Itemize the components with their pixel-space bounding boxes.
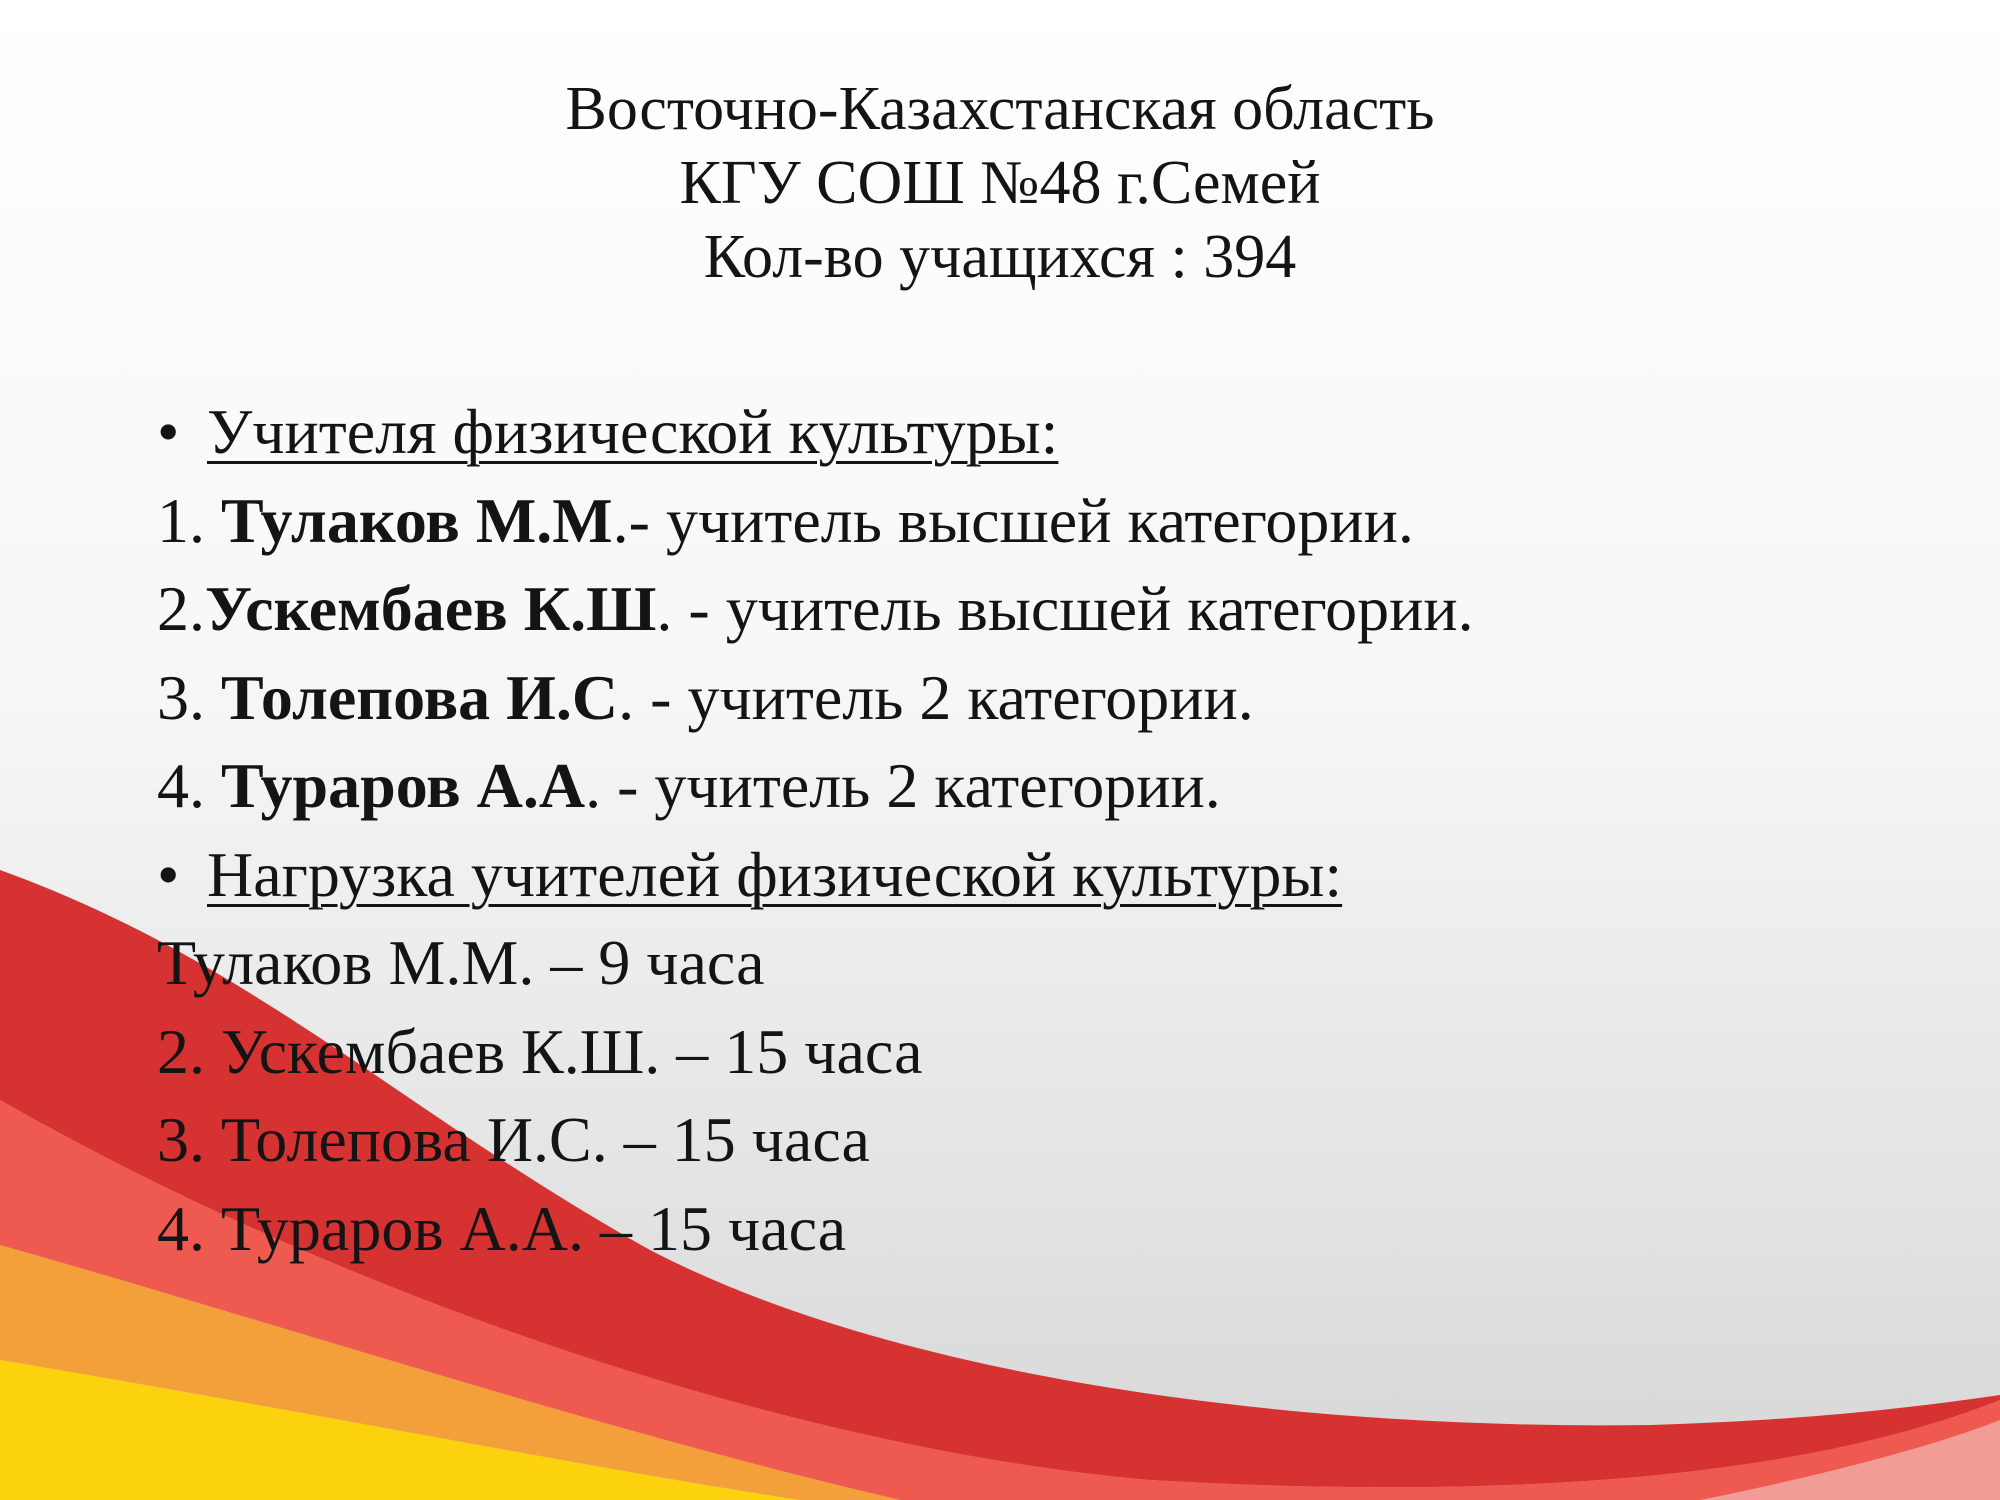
teacher-name: Толепова И.С	[221, 661, 619, 733]
slide-body	[157, 388, 1937, 1273]
teacher-number: 2.	[157, 573, 205, 644]
slide-title	[0, 72, 2000, 294]
workload-heading	[157, 831, 1937, 920]
teacher-item	[157, 654, 1937, 743]
school-line: КГУ СОШ №48 г.Семей	[679, 149, 1321, 217]
teacher-number: 3.	[157, 661, 221, 733]
workload-item: Тулаков М.М. – 9 часа	[157, 927, 765, 998]
teacher-category: . - учитель 2 категории.	[585, 750, 1221, 821]
teacher-item	[157, 742, 1937, 831]
teacher-item	[157, 477, 1937, 566]
workload-item: 4. Тураров А.А. – 15 часа	[157, 1192, 847, 1264]
student-count-line: Кол-во учащихся : 394	[703, 223, 1297, 291]
region-line: Восточно-Казахстанская область	[565, 75, 1435, 143]
teacher-category: . - учитель 2 категории.	[618, 661, 1254, 733]
teacher-name: Тураров А.А	[221, 750, 586, 821]
teacher-category: .- учитель высшей категории.	[612, 484, 1414, 556]
bullet-icon: •	[157, 838, 180, 910]
teachers-heading	[157, 388, 1937, 477]
workload-heading-text: Нагрузка учителей физической культуры:	[207, 838, 1343, 910]
teacher-number: 1.	[157, 484, 221, 556]
workload-item: 2. Ускембаев К.Ш. – 15 часа	[157, 1015, 923, 1087]
teacher-name: Ускембаев К.Ш	[205, 573, 657, 644]
teacher-name: Тулаков М.М	[221, 484, 613, 556]
bullet-icon: •	[157, 396, 180, 467]
teacher-item	[157, 565, 1937, 654]
teacher-category: . - учитель высшей категории.	[656, 573, 1474, 644]
workload-item: 3. Толепова И.С. – 15 часа	[157, 1104, 870, 1175]
teacher-number: 4.	[157, 750, 221, 821]
teachers-heading-text: Учителя физической культуры:	[207, 396, 1059, 467]
